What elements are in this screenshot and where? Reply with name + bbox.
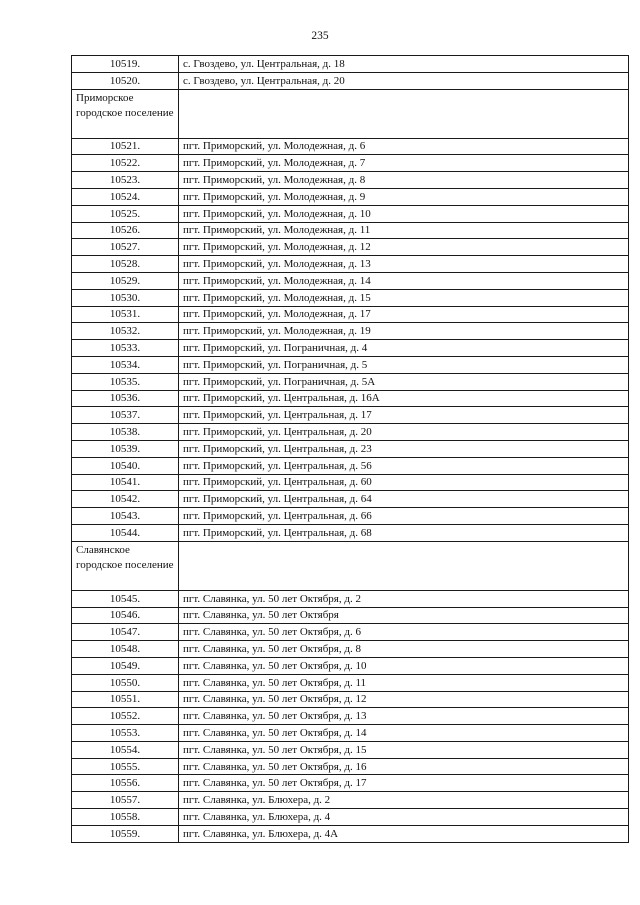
row-address: пгт. Приморский, ул. Центральная, д. 23 bbox=[179, 440, 629, 457]
table-row bbox=[72, 390, 629, 407]
table-row bbox=[72, 272, 629, 289]
row-address: пгт. Славянка, ул. 50 лет Октября, д. 15 bbox=[179, 741, 629, 758]
row-number: 10550. bbox=[72, 674, 179, 691]
table-row bbox=[72, 356, 629, 373]
row-address: пгт. Приморский, ул. Пограничная, д. 5 bbox=[179, 356, 629, 373]
table-row bbox=[72, 457, 629, 474]
table-row bbox=[72, 775, 629, 792]
row-number: 10531. bbox=[72, 306, 179, 323]
row-address: пгт. Приморский, ул. Центральная, д. 17 bbox=[179, 407, 629, 424]
row-address: пгт. Приморский, ул. Молодежная, д. 19 bbox=[179, 323, 629, 340]
table-row bbox=[72, 256, 629, 273]
row-number: 10526. bbox=[72, 222, 179, 239]
row-number: 10542. bbox=[72, 491, 179, 508]
row-address: пгт. Славянка, ул. 50 лет Октября, д. 14 bbox=[179, 725, 629, 742]
row-address: пгт. Славянка, ул. 50 лет Октября, д. 17 bbox=[179, 775, 629, 792]
table-row bbox=[72, 323, 629, 340]
row-number: 10556. bbox=[72, 775, 179, 792]
table-row bbox=[72, 306, 629, 323]
page-number: 235 bbox=[311, 30, 329, 42]
section-empty-cell bbox=[179, 89, 629, 138]
row-address: пгт. Славянка, ул. 50 лет Октября, д. 11 bbox=[179, 674, 629, 691]
row-number: 10543. bbox=[72, 508, 179, 525]
row-number: 10549. bbox=[72, 657, 179, 674]
table-row bbox=[72, 239, 629, 256]
table-row bbox=[72, 72, 629, 89]
row-address: пгт. Славянка, ул. 50 лет Октября, д. 2 bbox=[179, 590, 629, 607]
row-number: 10540. bbox=[72, 457, 179, 474]
row-address: пгт. Славянка, ул. 50 лет Октября, д. 12 bbox=[179, 691, 629, 708]
table-row bbox=[72, 508, 629, 525]
row-number: 10532. bbox=[72, 323, 179, 340]
section-header-row bbox=[72, 89, 629, 138]
table-row bbox=[72, 691, 629, 708]
row-number: 10548. bbox=[72, 641, 179, 658]
row-address: пгт. Приморский, ул. Молодежная, д. 9 bbox=[179, 188, 629, 205]
row-number: 10546. bbox=[72, 607, 179, 624]
row-address: пгт. Славянка, ул. 50 лет Октября, д. 8 bbox=[179, 641, 629, 658]
row-address: пгт. Приморский, ул. Центральная, д. 60 bbox=[179, 474, 629, 491]
table-row bbox=[72, 222, 629, 239]
row-number: 10553. bbox=[72, 725, 179, 742]
row-number: 10519. bbox=[72, 56, 179, 73]
row-address: пгт. Славянка, ул. Блюхера, д. 4А bbox=[179, 825, 629, 842]
row-address: пгт. Приморский, ул. Центральная, д. 20 bbox=[179, 424, 629, 441]
table-row bbox=[72, 624, 629, 641]
row-address: пгт. Приморский, ул. Центральная, д. 66 bbox=[179, 508, 629, 525]
row-address: пгт. Приморский, ул. Молодежная, д. 11 bbox=[179, 222, 629, 239]
row-address: пгт. Славянка, ул. 50 лет Октября, д. 16 bbox=[179, 758, 629, 775]
table-row bbox=[72, 188, 629, 205]
row-address: пгт. Приморский, ул. Молодежная, д. 7 bbox=[179, 155, 629, 172]
table-row bbox=[72, 424, 629, 441]
row-address: пгт. Приморский, ул. Молодежная, д. 14 bbox=[179, 272, 629, 289]
row-number: 10530. bbox=[72, 289, 179, 306]
table-row bbox=[72, 491, 629, 508]
row-address: пгт. Приморский, ул. Центральная, д. 56 bbox=[179, 457, 629, 474]
registry-body bbox=[72, 56, 629, 843]
row-address: пгт. Приморский, ул. Молодежная, д. 17 bbox=[179, 306, 629, 323]
table-row bbox=[72, 590, 629, 607]
table-row bbox=[72, 825, 629, 842]
row-address: пгт. Славянка, ул. Блюхера, д. 2 bbox=[179, 792, 629, 809]
row-number: 10551. bbox=[72, 691, 179, 708]
row-number: 10529. bbox=[72, 272, 179, 289]
row-number: 10559. bbox=[72, 825, 179, 842]
row-address: пгт. Славянка, ул. 50 лет Октября bbox=[179, 607, 629, 624]
table-row bbox=[72, 289, 629, 306]
row-number: 10536. bbox=[72, 390, 179, 407]
row-number: 10541. bbox=[72, 474, 179, 491]
row-number: 10539. bbox=[72, 440, 179, 457]
row-address: пгт. Приморский, ул. Молодежная, д. 13 bbox=[179, 256, 629, 273]
row-address: с. Гвоздево, ул. Центральная, д. 18 bbox=[179, 56, 629, 73]
row-number: 10535. bbox=[72, 373, 179, 390]
row-address: пгт. Приморский, ул. Молодежная, д. 12 bbox=[179, 239, 629, 256]
table-row bbox=[72, 340, 629, 357]
row-address: пгт. Славянка, ул. 50 лет Октября, д. 6 bbox=[179, 624, 629, 641]
row-number: 10533. bbox=[72, 340, 179, 357]
table-row bbox=[72, 172, 629, 189]
row-address: пгт. Приморский, ул. Центральная, д. 16А bbox=[179, 390, 629, 407]
table-row bbox=[72, 440, 629, 457]
table-row bbox=[72, 373, 629, 390]
section-empty-cell bbox=[179, 541, 629, 590]
row-number: 10545. bbox=[72, 590, 179, 607]
row-address: пгт. Приморский, ул. Центральная, д. 68 bbox=[179, 524, 629, 541]
row-address: пгт. Приморский, ул. Центральная, д. 64 bbox=[179, 491, 629, 508]
table-row bbox=[72, 809, 629, 826]
row-number: 10534. bbox=[72, 356, 179, 373]
row-number: 10523. bbox=[72, 172, 179, 189]
row-number: 10521. bbox=[72, 138, 179, 155]
table-row bbox=[72, 138, 629, 155]
row-number: 10555. bbox=[72, 758, 179, 775]
row-number: 10538. bbox=[72, 424, 179, 441]
row-address: пгт. Славянка, ул. 50 лет Октября, д. 10 bbox=[179, 657, 629, 674]
row-number: 10554. bbox=[72, 741, 179, 758]
table-row bbox=[72, 741, 629, 758]
section-header-row bbox=[72, 541, 629, 590]
row-address: пгт. Славянка, ул. 50 лет Октября, д. 13 bbox=[179, 708, 629, 725]
row-address: пгт. Приморский, ул. Пограничная, д. 5А bbox=[179, 373, 629, 390]
table-row bbox=[72, 474, 629, 491]
row-number: 10525. bbox=[72, 205, 179, 222]
row-number: 10544. bbox=[72, 524, 179, 541]
row-number: 10552. bbox=[72, 708, 179, 725]
row-number: 10528. bbox=[72, 256, 179, 273]
row-number: 10547. bbox=[72, 624, 179, 641]
row-address: пгт. Славянка, ул. Блюхера, д. 4 bbox=[179, 809, 629, 826]
table-row bbox=[72, 792, 629, 809]
table-row bbox=[72, 56, 629, 73]
table-row bbox=[72, 641, 629, 658]
table-row bbox=[72, 725, 629, 742]
table-row bbox=[72, 155, 629, 172]
table-row bbox=[72, 708, 629, 725]
table-row bbox=[72, 607, 629, 624]
row-number: 10558. bbox=[72, 809, 179, 826]
section-name: Приморское городское поселение bbox=[72, 89, 179, 138]
row-address: пгт. Приморский, ул. Молодежная, д. 6 bbox=[179, 138, 629, 155]
row-number: 10527. bbox=[72, 239, 179, 256]
row-number: 10522. bbox=[72, 155, 179, 172]
row-address: пгт. Приморский, ул. Молодежная, д. 15 bbox=[179, 289, 629, 306]
table-row bbox=[72, 205, 629, 222]
row-address: пгт. Приморский, ул. Молодежная, д. 8 bbox=[179, 172, 629, 189]
table-row bbox=[72, 407, 629, 424]
row-number: 10557. bbox=[72, 792, 179, 809]
row-number: 10520. bbox=[72, 72, 179, 89]
row-number: 10537. bbox=[72, 407, 179, 424]
table-row bbox=[72, 657, 629, 674]
row-number: 10524. bbox=[72, 188, 179, 205]
table-row bbox=[72, 758, 629, 775]
section-name: Славянское городское поселение bbox=[72, 541, 179, 590]
row-address: с. Гвоздево, ул. Центральная, д. 20 bbox=[179, 72, 629, 89]
row-address: пгт. Приморский, ул. Пограничная, д. 4 bbox=[179, 340, 629, 357]
table-row bbox=[72, 524, 629, 541]
table-row bbox=[72, 674, 629, 691]
row-address: пгт. Приморский, ул. Молодежная, д. 10 bbox=[179, 205, 629, 222]
address-registry-table bbox=[71, 55, 629, 843]
